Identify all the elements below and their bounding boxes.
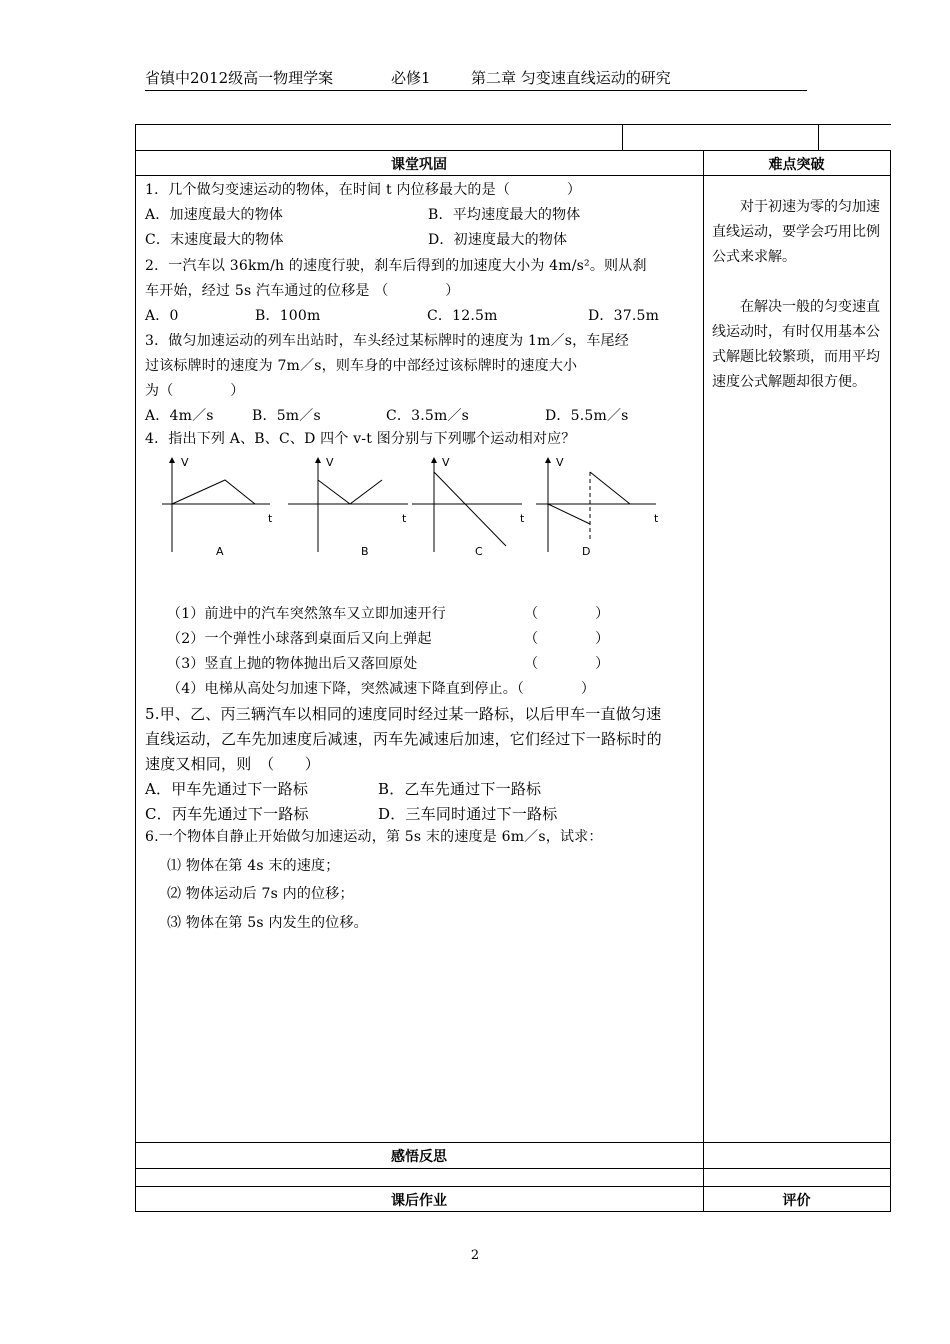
graph-b-v-label: V xyxy=(326,456,334,469)
graph-c xyxy=(412,456,525,552)
q4-item-2: （2）一个弹性小球落到桌面后又向上弹起 （ ） xyxy=(167,631,610,647)
col-left-title: 课堂巩固 xyxy=(391,157,447,173)
q3-option-a: A．4m／s xyxy=(145,408,214,424)
page-number: 2 xyxy=(470,1248,480,1263)
q5-option-a: A．甲车先通过下一路标 xyxy=(145,780,309,798)
sidebar-tips xyxy=(712,195,884,395)
q6-item-2: ⑵ 物体运动后 7s 内的位移； xyxy=(167,886,354,902)
q4-item-1: （1）前进中的汽车突然煞车又立即加速开行 （ ） xyxy=(167,606,610,622)
graph-d-label: D xyxy=(582,545,591,558)
q2-option-a: A．0 xyxy=(145,308,179,324)
q1-option-b: B．平均速度最大的物体 xyxy=(428,207,581,223)
question-2-line-1: 2．一汽车以 36km/h 的速度行驶，刹车后得到的加速度大小为 4m/s²。则从刹 xyxy=(145,258,647,274)
q6-item-1: ⑴ 物体在第 4s 末的速度； xyxy=(167,858,340,874)
graph-b-t-label: t xyxy=(402,512,407,525)
header-school: 省镇中2012级高一物理学案 xyxy=(145,69,334,87)
col-right-title: 难点突破 xyxy=(768,157,825,173)
graph-d-v-label: V xyxy=(556,456,564,469)
question-3-line-2: 过该标牌时的速度为 7m／s，则车身的中部经过该标牌时的速度大小 xyxy=(145,358,578,374)
tip-1: 对于初速为零的匀加速直线运动，要学会巧用比例公式来求解。 xyxy=(712,199,880,265)
q4-item-3: （3）竖直上抛的物体抛出后又落回原处 （ ） xyxy=(167,656,610,672)
q6-item-3: ⑶ 物体在第 5s 内发生的位移。 xyxy=(167,915,368,931)
question-1: 1．几个做匀变速运动的物体，在时间 t 内位移最大的是（ ） xyxy=(145,182,582,198)
graph-a-v-label: V xyxy=(181,456,189,469)
q1-option-a: A．加速度最大的物体 xyxy=(145,207,284,223)
graph-c-label: C xyxy=(475,545,483,558)
graph-d xyxy=(536,456,659,552)
graph-a xyxy=(162,456,273,552)
question-6: 6.一个物体自静止开始做匀加速运动，第 5s 末的速度是 6m／s，试求： xyxy=(145,829,603,845)
graph-b xyxy=(288,456,408,552)
q2-option-b: B．100m xyxy=(255,308,321,324)
q4-item-4: （4）电梯从高处匀加速下降，突然减速下降直到停止。（ ） xyxy=(167,681,596,697)
page-header xyxy=(145,64,807,91)
evaluation-title: 评价 xyxy=(782,1193,811,1209)
question-4: 4．指出下列 A、B、C、D 四个 v-t 图分别与下列哪个运动相对应？ xyxy=(145,431,576,447)
question-3-line-3: 为（ ） xyxy=(145,383,245,399)
graph-b-label: B xyxy=(361,545,369,558)
question-2-line-2: 车开始，经过 5s 汽车通过的位移是 （ ） xyxy=(145,283,460,299)
graph-a-t-label: t xyxy=(268,512,273,525)
graph-c-v-label: V xyxy=(442,456,450,469)
q2-option-c: C．12.5m xyxy=(427,308,498,324)
q5-option-d: D．三车同时通过下一路标 xyxy=(378,805,558,823)
graph-c-t-label: t xyxy=(520,512,525,525)
header-chapter: 第二章 匀变速直线运动的研究 xyxy=(471,69,671,87)
reflection-title: 感悟反思 xyxy=(391,1149,447,1165)
question-5-line-3: 速度又相同，则 （ ） xyxy=(145,755,320,773)
question-5-line-2: 直线运动，乙车先加速度后减速，丙车先减速后加速，它们经过下一路标时的 xyxy=(145,730,662,748)
graph-d-t-label: t xyxy=(654,512,659,525)
q3-option-c: C．3.5m／s xyxy=(386,408,470,424)
homework-title: 课后作业 xyxy=(391,1193,447,1209)
question-5-line-1: 5.甲、乙、丙三辆汽车以相同的速度同时经过某一路标，以后甲车一直做匀速 xyxy=(145,705,662,723)
question-3-line-1: 3．做匀加速运动的列车出站时，车头经过某标牌时的速度为 1m／s，车尾经 xyxy=(145,333,629,349)
q2-option-d: D．37.5m xyxy=(588,308,660,324)
q5-option-c: C．丙车先通过下一路标 xyxy=(145,805,309,823)
q5-option-b: B．乙车先通过下一路标 xyxy=(378,780,542,798)
q1-option-d: D．初速度最大的物体 xyxy=(428,232,568,248)
graph-a-label: A xyxy=(216,545,224,558)
vt-graphs xyxy=(150,452,680,564)
q3-option-d: D．5.5m／s xyxy=(545,408,629,424)
header-module: 必修1 xyxy=(391,69,431,87)
q1-option-c: C．末速度最大的物体 xyxy=(145,232,284,248)
tip-2: 在解决一般的匀变速直线运动时，有时仅用基本公式解题比较繁琐，而用平均速度公式解题却很方便。 xyxy=(712,299,880,390)
q3-option-b: B．5m／s xyxy=(252,408,321,424)
